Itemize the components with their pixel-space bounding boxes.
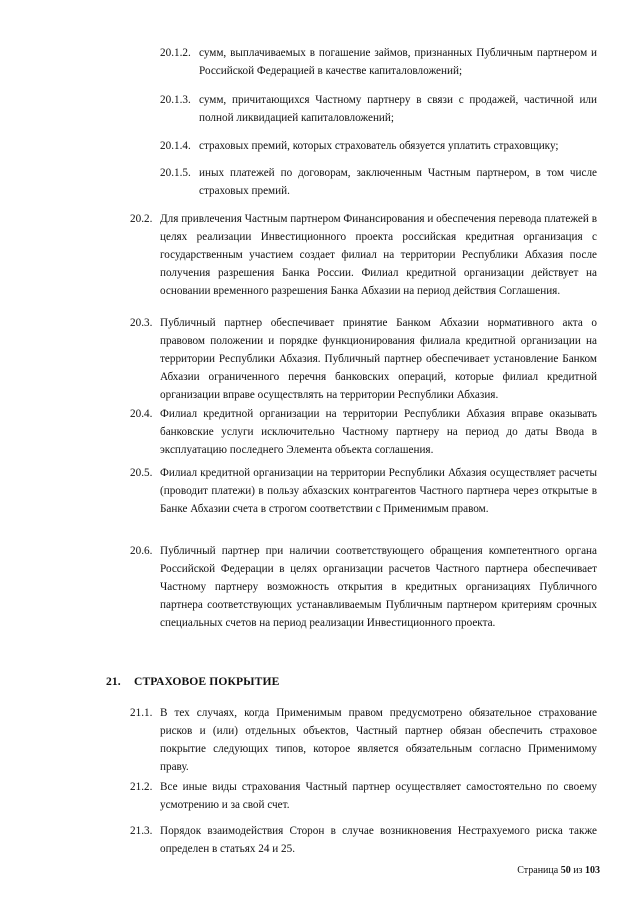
clause-20-4 — [130, 405, 597, 459]
clause-number: 21.1. — [130, 707, 153, 719]
clause-text: сумм, выплачиваемых в погашение займов, признанных Публичным партнером и Российской Федерацией в качестве капиталовложений; — [199, 47, 597, 77]
clause-20-3 — [130, 314, 597, 404]
clause-number: 21.2. — [130, 781, 153, 793]
clause-text: Филиал кредитной организации на территории Республики Абхазия вправе оказывать банковские услуги исключительно Частному партнеру на период до даты Ввода в эксплуатацию последнего Элемента объекта соглашения. — [160, 408, 597, 456]
clause-text: Публичный партнер при наличии соответствующего обращения компетентного органа Российской Федерации в целях организации расчетов Частного партнера обеспечивает Частному партнеру возможность открытия в кредитных организациях Публичного партнера соответствующих устанавливаемым Публичным партнером критериям срочных специальных счетов на период реализации Инвестиционного проекта. — [160, 545, 597, 629]
clause-text: страховых премий, которых страхователь обязуется уплатить страховщику; — [199, 140, 559, 152]
clause-number: 21.3. — [130, 825, 153, 837]
clause-text: Порядок взаимодействия Сторон в случае возникновения Нестрахуемого риска также определен в статьях 24 и 25. — [160, 825, 597, 855]
page-total: 103 — [585, 865, 600, 876]
page-footer — [517, 865, 600, 876]
section-title: СТРАХОВОЕ ПОКРЫТИЕ — [134, 675, 280, 688]
clause-number: 20.1.4. — [160, 140, 191, 152]
clause-20-1-4 — [160, 137, 597, 155]
section-heading — [106, 675, 279, 688]
clause-20-6 — [130, 542, 597, 632]
clause-21-1 — [130, 704, 597, 776]
section-number: 21. — [106, 675, 121, 688]
clause-text: Публичный партнер обеспечивает принятие Банком Абхазии нормативного акта о правовом положении и порядке функционирования филиала кредитной организации на территории Республики Абхазия. Публичный партнер обеспечивает установление Банком Абхазии ограниченного перечня банковских операций, которые филиал кредитной организации вправе осуществлять на территории Республики Абхазия. — [160, 317, 597, 401]
clause-text: Для привлечения Частным партнером Финансирования и обеспечения перевода платежей в целях реализации Инвестиционного проекта российская кредитная организация с государственным участием создает филиал на территории Республики Абхазия после получения разрешения Банка России. Филиал кредитной организации действует на основании временного разрешения Банка Абхазии на период действия Соглашения. — [160, 213, 597, 297]
page-current: 50 — [560, 865, 571, 876]
clause-number: 20.1.3. — [160, 94, 191, 106]
page-label: Страница — [517, 865, 559, 876]
clause-text: иных платежей по договорам, заключенным Частным партнером, в том числе страховых премий. — [199, 167, 597, 197]
page-sep: из — [573, 865, 583, 876]
clause-text: Филиал кредитной организации на территории Республики Абхазия осуществляет расчеты (проводит платежи) в пользу абхазских контрагентов Частного партнера через открытые в Банке Абхазии счета в строгом соответствии с Применимым правом. — [160, 467, 597, 515]
clause-text: сумм, причитающихся Частному партнеру в связи с продажей, частичной или полной ликвидацией капиталовложений; — [199, 94, 597, 124]
clause-number: 20.1.5. — [160, 167, 191, 179]
clause-number: 20.5. — [130, 467, 153, 479]
clause-21-3 — [130, 822, 597, 858]
clause-number: 20.2. — [130, 213, 153, 225]
clause-text: Все иные виды страхования Частный партнер осуществляет самостоятельно по своему усмотрению и за свой счет. — [160, 781, 597, 811]
clause-text: В тех случаях, когда Применимым правом предусмотрено обязательное страхование рисков и (или) отдельных объектов, Частный партнер обязан обеспечить страховое покрытие следующих типов, которое является обязательным согласно Применимому праву. — [160, 707, 597, 773]
clause-20-1-2 — [160, 44, 597, 80]
clause-20-1-5 — [160, 164, 597, 200]
clause-20-5 — [130, 464, 597, 518]
clause-number: 20.3. — [130, 317, 153, 329]
clause-20-1-3 — [160, 91, 597, 127]
clause-number: 20.4. — [130, 408, 153, 420]
clause-20-2 — [130, 210, 597, 300]
clause-number: 20.6. — [130, 545, 153, 557]
clause-21-2 — [130, 778, 597, 814]
clause-number: 20.1.2. — [160, 47, 191, 59]
